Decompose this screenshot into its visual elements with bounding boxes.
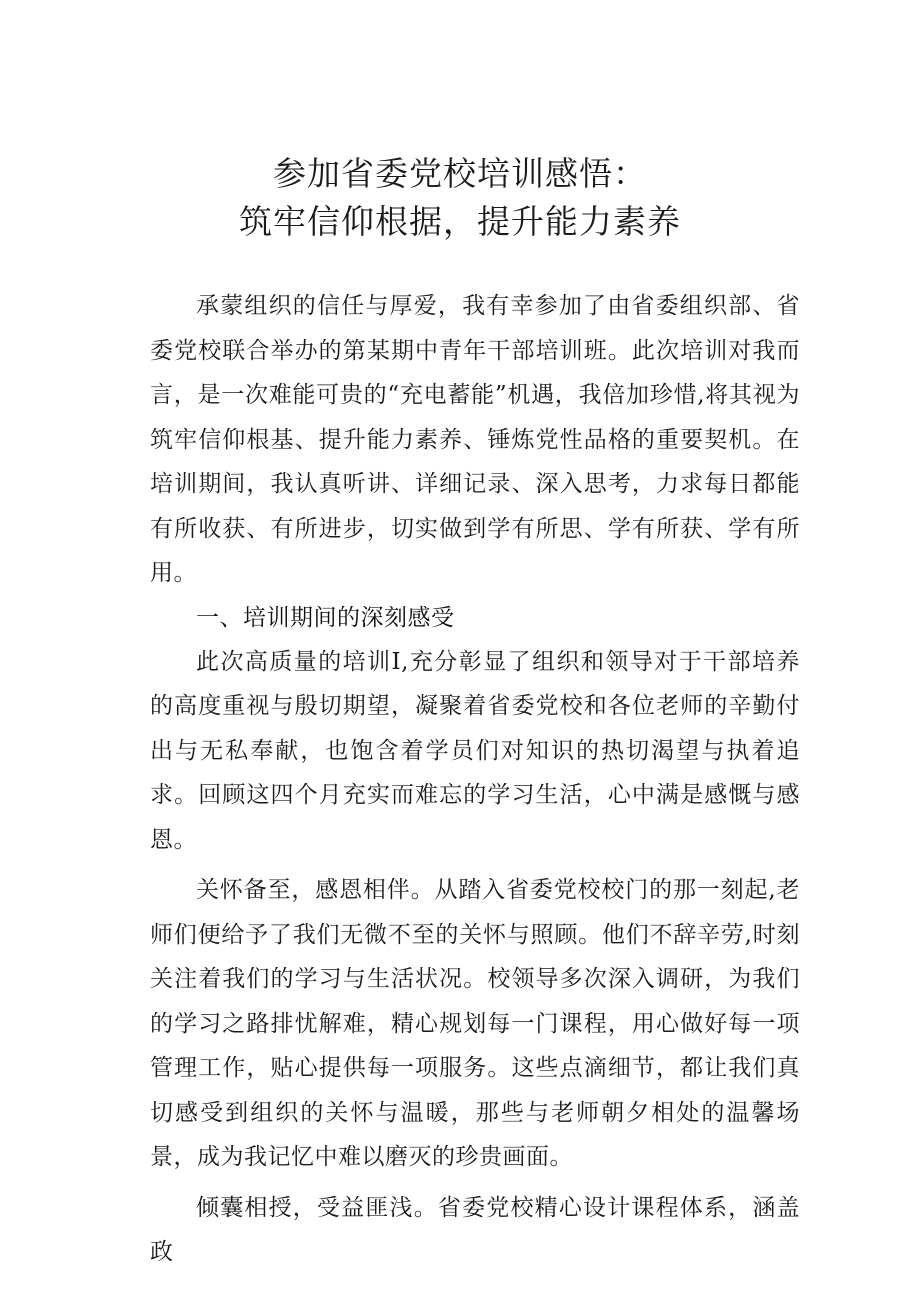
section-heading: 一、培训期间的深刻感受	[196, 604, 455, 631]
body-paragraph: 关怀备至，感恩相伴。从踏入省委党校校门的那一刻起,老师们便给予了我们无微不至的关怀与照顾。他们不辞辛劳,时刻关注着我们的学习与生活状况。校领导多次深入调研，为我们的学习之路排忧解难，精心规划每一门课程，用心做好每一项管理工作，贴心提供每一项服务。这些点滴细节，都让我们真切感受到组织的关怀与温暖，那些与老师朝夕相处的温馨场景，成为我记忆中难以磨灭的珍贵画面。	[150, 877, 800, 1170]
intro-paragraph: 承蒙组织的信任与厚爱，我有幸参加了由省委组织部、省委党校联合举办的第某期中青年干部培训班。此次培训对我而言，是一次难能可贵的“充电蓄能”机遇，我倍加珍惜,将其视为筑牢信仰根基、提升能力素养、锤炼党性品格的重要契机。在培训期间，我认真听讲、详细记录、深入思考，力求每日都能有所收获、有所进步，切实做到学有所思、学有所获、学有所用。	[150, 293, 800, 586]
body-paragraph: 倾囊相授，受益匪浅。省委党校精心设计课程体系，涵盖政	[150, 1194, 800, 1265]
title-line-1: 参加省委党校培训感悟：	[273, 154, 647, 193]
document-body	[150, 284, 800, 1275]
document-title	[0, 150, 920, 246]
title-line-2: 筑牢信仰根据，提升能力素养	[239, 202, 681, 241]
body-paragraph: 此次高质量的培训I,充分彰显了组织和领导对于干部培养的高度重视与殷切期望，凝聚着省委党校和各位老师的辛勤付出与无私奉献，也饱含着学员们对知识的热切渴望与执着追求。回顾这四个月充实而难忘的学习生活，心中满是感慨与感恩。	[150, 648, 800, 853]
